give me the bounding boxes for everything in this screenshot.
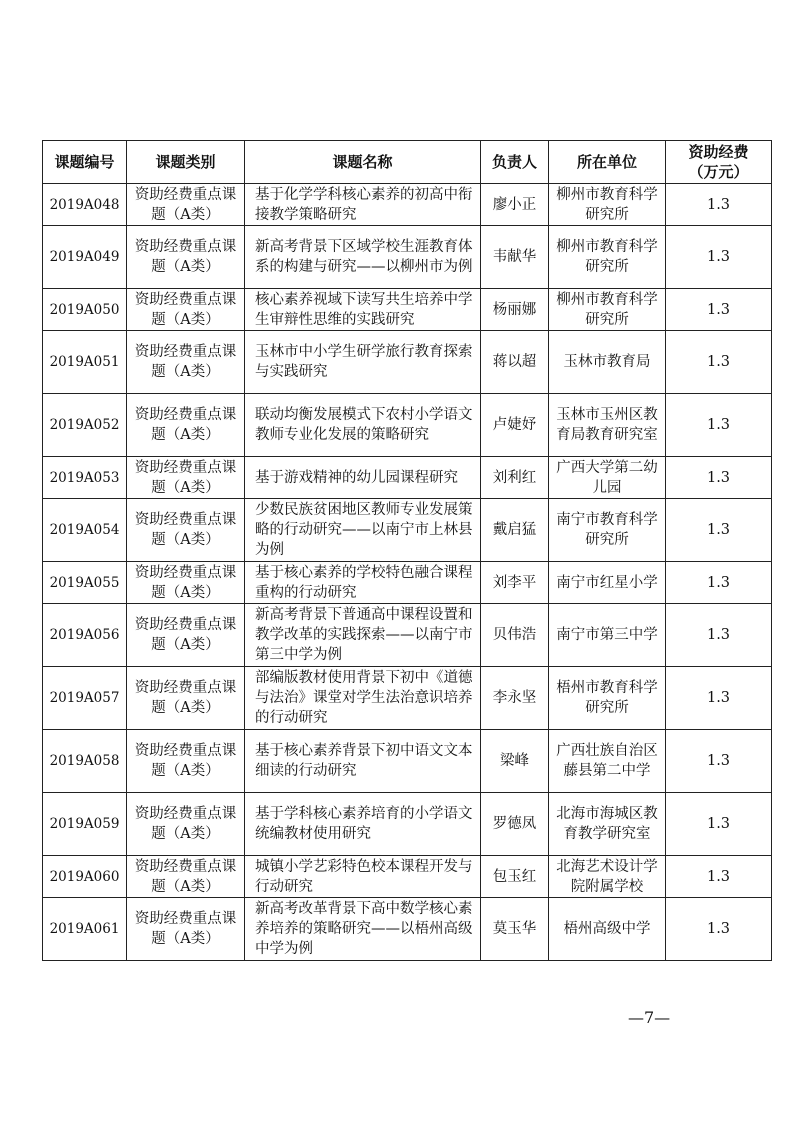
funding-cell: 1.3 <box>666 331 772 394</box>
header-category: 课题类别 <box>127 141 245 184</box>
category-cell: 资助经费重点课题（A类） <box>127 856 245 898</box>
project-id-cell: 2019A058 <box>43 730 127 793</box>
table-row <box>43 499 772 562</box>
unit-cell: 广西大学第二幼儿园 <box>549 457 666 499</box>
title-cell: 玉林市中小学生研学旅行教育探索与实践研究 <box>245 331 481 394</box>
funding-cell: 1.3 <box>666 394 772 457</box>
project-id-cell: 2019A049 <box>43 226 127 289</box>
project-id-cell: 2019A057 <box>43 667 127 730</box>
table-row <box>43 457 772 499</box>
title-cell: 基于核心素养的学校特色融合课程重构的行动研究 <box>245 562 481 604</box>
project-id-cell: 2019A061 <box>43 898 127 961</box>
table-row <box>43 184 772 226</box>
title-cell: 联动均衡发展模式下农村小学语文教师专业化发展的策略研究 <box>245 394 481 457</box>
category-cell: 资助经费重点课题（A类） <box>127 331 245 394</box>
category-cell: 资助经费重点课题（A类） <box>127 184 245 226</box>
leader-cell: 包玉红 <box>481 856 549 898</box>
title-cell: 新高考背景下普通高中课程设置和教学改革的实践探索——以南宁市第三中学为例 <box>245 604 481 667</box>
header-unit: 所在单位 <box>549 141 666 184</box>
leader-cell: 罗德凤 <box>481 793 549 856</box>
unit-cell: 玉林市教育局 <box>549 331 666 394</box>
page-number: —7— <box>628 1008 671 1027</box>
unit-cell: 北海市海城区教育教学研究室 <box>549 793 666 856</box>
table-row <box>43 856 772 898</box>
project-id-cell: 2019A052 <box>43 394 127 457</box>
category-cell: 资助经费重点课题（A类） <box>127 457 245 499</box>
category-cell: 资助经费重点课题（A类） <box>127 898 245 961</box>
unit-cell: 梧州市教育科学研究所 <box>549 667 666 730</box>
title-cell: 部编版教材使用背景下初中《道德与法治》课堂对学生法治意识培养的行动研究 <box>245 667 481 730</box>
table-row <box>43 730 772 793</box>
header-funding-line1: 资助经费 <box>688 143 749 161</box>
funding-cell: 1.3 <box>666 898 772 961</box>
table-row <box>43 667 772 730</box>
title-cell: 基于化学学科核心素养的初高中衔接教学策略研究 <box>245 184 481 226</box>
table-row <box>43 562 772 604</box>
table-row <box>43 604 772 667</box>
leader-cell: 梁峰 <box>481 730 549 793</box>
header-funding-line2: （万元） <box>688 163 749 181</box>
header-project-id: 课题编号 <box>43 141 127 184</box>
unit-cell: 广西壮族自治区藤县第二中学 <box>549 730 666 793</box>
unit-cell: 南宁市第三中学 <box>549 604 666 667</box>
funding-cell: 1.3 <box>666 604 772 667</box>
project-id-cell: 2019A051 <box>43 331 127 394</box>
funding-cell: 1.3 <box>666 457 772 499</box>
leader-cell: 卢婕妤 <box>481 394 549 457</box>
category-cell: 资助经费重点课题（A类） <box>127 562 245 604</box>
unit-cell: 北海艺术设计学院附属学校 <box>549 856 666 898</box>
project-table <box>42 140 772 961</box>
unit-cell: 南宁市红星小学 <box>549 562 666 604</box>
category-cell: 资助经费重点课题（A类） <box>127 499 245 562</box>
category-cell: 资助经费重点课题（A类） <box>127 793 245 856</box>
leader-cell: 贝伟浩 <box>481 604 549 667</box>
funding-cell: 1.3 <box>666 499 772 562</box>
title-cell: 少数民族贫困地区教师专业发展策略的行动研究——以南宁市上林县为例 <box>245 499 481 562</box>
project-id-cell: 2019A050 <box>43 289 127 331</box>
funding-cell: 1.3 <box>666 856 772 898</box>
category-cell: 资助经费重点课题（A类） <box>127 730 245 793</box>
funding-cell: 1.3 <box>666 289 772 331</box>
table-row <box>43 331 772 394</box>
title-cell: 基于核心素养背景下初中语文文本细读的行动研究 <box>245 730 481 793</box>
title-cell: 基于学科核心素养培育的小学语文统编教材使用研究 <box>245 793 481 856</box>
table-row <box>43 793 772 856</box>
funding-cell: 1.3 <box>666 730 772 793</box>
table-row <box>43 226 772 289</box>
unit-cell: 玉林市玉州区教育局教育研究室 <box>549 394 666 457</box>
category-cell: 资助经费重点课题（A类） <box>127 226 245 289</box>
title-cell: 新高考改革背景下高中数学核心素养培养的策略研究——以梧州高级中学为例 <box>245 898 481 961</box>
unit-cell: 梧州高级中学 <box>549 898 666 961</box>
title-cell: 城镇小学艺彩特色校本课程开发与行动研究 <box>245 856 481 898</box>
project-id-cell: 2019A060 <box>43 856 127 898</box>
unit-cell: 南宁市教育科学研究所 <box>549 499 666 562</box>
table-row <box>43 289 772 331</box>
header-funding <box>666 141 772 184</box>
unit-cell: 柳州市教育科学研究所 <box>549 184 666 226</box>
header-title: 课题名称 <box>245 141 481 184</box>
table-row <box>43 898 772 961</box>
funding-cell: 1.3 <box>666 562 772 604</box>
leader-cell: 戴启猛 <box>481 499 549 562</box>
title-cell: 新高考背景下区域学校生涯教育体系的构建与研究——以柳州市为例 <box>245 226 481 289</box>
project-id-cell: 2019A055 <box>43 562 127 604</box>
unit-cell: 柳州市教育科学研究所 <box>549 226 666 289</box>
funding-cell: 1.3 <box>666 667 772 730</box>
leader-cell: 莫玉华 <box>481 898 549 961</box>
title-cell: 基于游戏精神的幼儿园课程研究 <box>245 457 481 499</box>
header-leader: 负责人 <box>481 141 549 184</box>
category-cell: 资助经费重点课题（A类） <box>127 394 245 457</box>
category-cell: 资助经费重点课题（A类） <box>127 289 245 331</box>
funding-cell: 1.3 <box>666 226 772 289</box>
leader-cell: 李永坚 <box>481 667 549 730</box>
leader-cell: 韦献华 <box>481 226 549 289</box>
funding-cell: 1.3 <box>666 793 772 856</box>
leader-cell: 刘李平 <box>481 562 549 604</box>
project-id-cell: 2019A059 <box>43 793 127 856</box>
project-id-cell: 2019A056 <box>43 604 127 667</box>
leader-cell: 杨丽娜 <box>481 289 549 331</box>
project-id-cell: 2019A054 <box>43 499 127 562</box>
category-cell: 资助经费重点课题（A类） <box>127 604 245 667</box>
unit-cell: 柳州市教育科学研究所 <box>549 289 666 331</box>
table-row <box>43 394 772 457</box>
leader-cell: 廖小正 <box>481 184 549 226</box>
leader-cell: 蒋以超 <box>481 331 549 394</box>
category-cell: 资助经费重点课题（A类） <box>127 667 245 730</box>
table-header-row <box>43 141 772 184</box>
leader-cell: 刘利红 <box>481 457 549 499</box>
funding-cell: 1.3 <box>666 184 772 226</box>
project-id-cell: 2019A053 <box>43 457 127 499</box>
title-cell: 核心素养视域下读写共生培养中学生审辩性思维的实践研究 <box>245 289 481 331</box>
project-id-cell: 2019A048 <box>43 184 127 226</box>
